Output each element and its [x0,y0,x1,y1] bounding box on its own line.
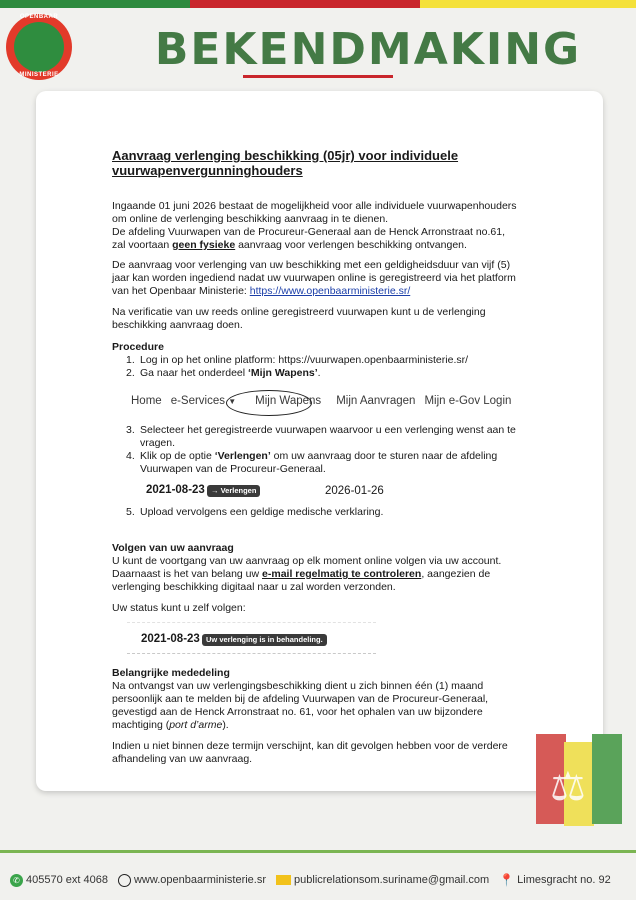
example-date: 2021-08-23 [146,484,205,496]
text-line: Na verificatie van uw reeds online geregistreerd vuurwapen kunt u de verlenging [112,306,486,318]
heading-line: Aanvraag verlenging beschikking (05jr) voor individuele [112,148,459,163]
text-line: Na ontvangst van uw verlengingsbeschikking dient u zich binnen één (1) maand [112,680,484,692]
scales-icon: ⚖ [550,765,586,809]
text-line: afhandeling van uw aanvraag. [112,753,253,765]
text-line [112,285,532,298]
follow-section [112,542,532,594]
logo-text-bottom: MINISTERIE [19,72,59,78]
top-bar-yellow [420,0,636,8]
highlight-oval [226,390,312,416]
step-text: . [317,367,321,379]
step-text: Ga naar het onderdeel [140,367,248,379]
expiry-date: 2026-01-26 [325,485,384,497]
step-text: Upload vervolgens een geldige medische verklaring. [140,506,384,518]
text-line: beschikking aanvraag doen. [112,319,243,331]
step-text: om uw aanvraag door te sturen naar de afdeling [270,450,498,462]
paragraph-intro [112,200,532,252]
step-text: Selecteer het geregistreerde vuurwapen waarvoor u een verlenging wenst aan te [140,424,516,436]
step-text: Vuurwapen van de Procureur-Generaal. [140,463,326,475]
text-span: Daarnaast is het van belang uw [112,568,263,580]
text-line: U kunt de voortgang van uw aanvraag op elk moment online volgen via uw account. [112,555,502,567]
procedure-step-5 [112,506,532,519]
procedure-steps-continued [112,424,532,476]
text-line [112,239,532,252]
step-bold: ‘Verlengen’ [214,450,271,462]
list-item [126,450,532,476]
verlengen-button[interactable]: → Verlengen [207,485,260,497]
footer-website[interactable] [118,874,266,887]
text-span: machtiging ( [112,719,170,731]
heading-line: vuurwapenvergunninghouders [112,163,303,178]
list-item [126,354,532,367]
top-bar-red [190,0,420,8]
flag-green-stripe [592,734,622,824]
nav-mijn-aanvragen[interactable]: Mijn Aanvragen [336,395,416,407]
text-line: Uw status kunt u zelf volgen: [112,602,246,614]
step-number: 5. [126,506,135,518]
top-color-bar [0,0,636,8]
text-line: Ingaande 01 juni 2026 bestaat de mogelijkheid voor alle individuele vuurwapenhouders [112,200,517,212]
text-line: om online de verlenging beschikking aanvraag in te dienen. [112,213,389,225]
location-pin-icon: 📍 [499,873,515,887]
procedure-title: Procedure [112,341,164,353]
phone-icon: ✆ [10,874,23,887]
step-number: 3. [126,424,135,436]
list-item [126,506,532,519]
portal-nav-example [131,395,511,407]
paragraph-verification [112,306,532,332]
mail-icon [276,875,291,885]
website-link[interactable]: https://www.openbaarministerie.sr/ [249,285,411,297]
italic-text: port d’arme [169,719,223,731]
step-number: 4. [126,450,135,462]
closing-paragraph [112,740,532,766]
section-title: Volgen van uw aanvraag [112,542,234,554]
step-number: 1. [126,354,135,366]
important-section [112,667,532,732]
footer-phone[interactable] [10,874,108,887]
status-badge: Uw verlenging is in behandeling. [202,634,327,646]
section-title: Belangrijke mededeling [112,667,230,679]
openbaar-ministerie-logo [6,14,72,80]
text-span: aanvraag voor verlengen beschikking ontvangen. [235,239,467,251]
address-text: Limesgracht no. 92 [517,874,611,886]
footer-divider [0,850,636,853]
step-text: Log in op het online platform: https://vuurwapen.openbaarministerie.sr/ [140,354,469,366]
list-item [126,367,532,380]
text-line [112,568,532,581]
text-line: De aanvraag voor verlenging van uw beschikking met een geldigheidsduur van vijf (5) [112,259,511,271]
text-line: gevestigd aan de Henck Arronstraat no. 61, voor het ophalen van uw bijzondere [112,706,483,718]
title-underline [243,75,393,78]
logo-text-top: OPENBAAR [19,14,59,20]
text-line: De afdeling Vuurwapen van de Procureur-Generaal aan de Henck Arronstraat no.61, [112,226,506,238]
globe-icon [118,874,131,887]
phone-text: 405570 ext 4068 [26,874,108,886]
document-heading [112,148,532,178]
nav-e-services-label: e-Services [170,395,226,407]
top-bar-green [0,0,190,8]
list-item [126,424,532,450]
status-intro [112,602,532,615]
text-line [112,719,532,732]
email-text: publicrelationsom.suriname@gmail.com [294,874,490,886]
contact-footer [10,873,630,887]
emphasis-text: e-mail regelmatig te controleren [262,568,422,580]
footer-email[interactable] [276,874,489,886]
procedure-steps [112,354,532,380]
nav-mijn-wapens[interactable]: Mijn Wapens [255,395,322,407]
text-line: jaar kan worden ingediend nadat uw vuurwapen online is geregistreerd via het platform [112,272,516,284]
text-line: verlenging beschikking digitaal naar u zal worden verzonden. [112,581,396,593]
website-text: www.openbaarministerie.sr [133,874,267,886]
procedure-section [112,341,532,380]
emphasis-text: geen fysieke [172,239,236,251]
justice-flag-emblem [536,734,622,824]
procedure-steps [112,424,532,476]
procedure-steps [112,506,532,519]
text-span: van het Openbaar Ministerie: [112,285,250,297]
paragraph-platform [112,259,532,298]
text-span: zal voortaan [112,239,173,251]
nav-home[interactable]: Home [131,395,162,407]
footer-address [499,873,611,887]
text-line: Indien u niet binnen deze termijn verschijnt, kan dit gevolgen hebben voor de verdere [112,740,508,752]
nav-mijn-egov-login[interactable]: Mijn e-Gov Login [424,395,512,407]
step-text: vragen. [140,437,176,449]
text-span: , aangezien de [421,568,491,580]
logo-emblem [14,22,64,72]
page-title: BEKENDMAKING [154,24,582,75]
caret-down-icon: ▼ [228,397,237,406]
step-text: Klik op de optie [140,450,215,462]
step-bold: ‘Mijn Wapens’ [248,367,318,379]
status-date: 2021-08-23 [141,633,200,645]
text-span: ). [222,719,229,731]
text-line: persoonlijk aan te melden bij de afdeling Vuurwapen van de Procureur-Generaal, [112,693,489,705]
step-number: 2. [126,367,135,379]
